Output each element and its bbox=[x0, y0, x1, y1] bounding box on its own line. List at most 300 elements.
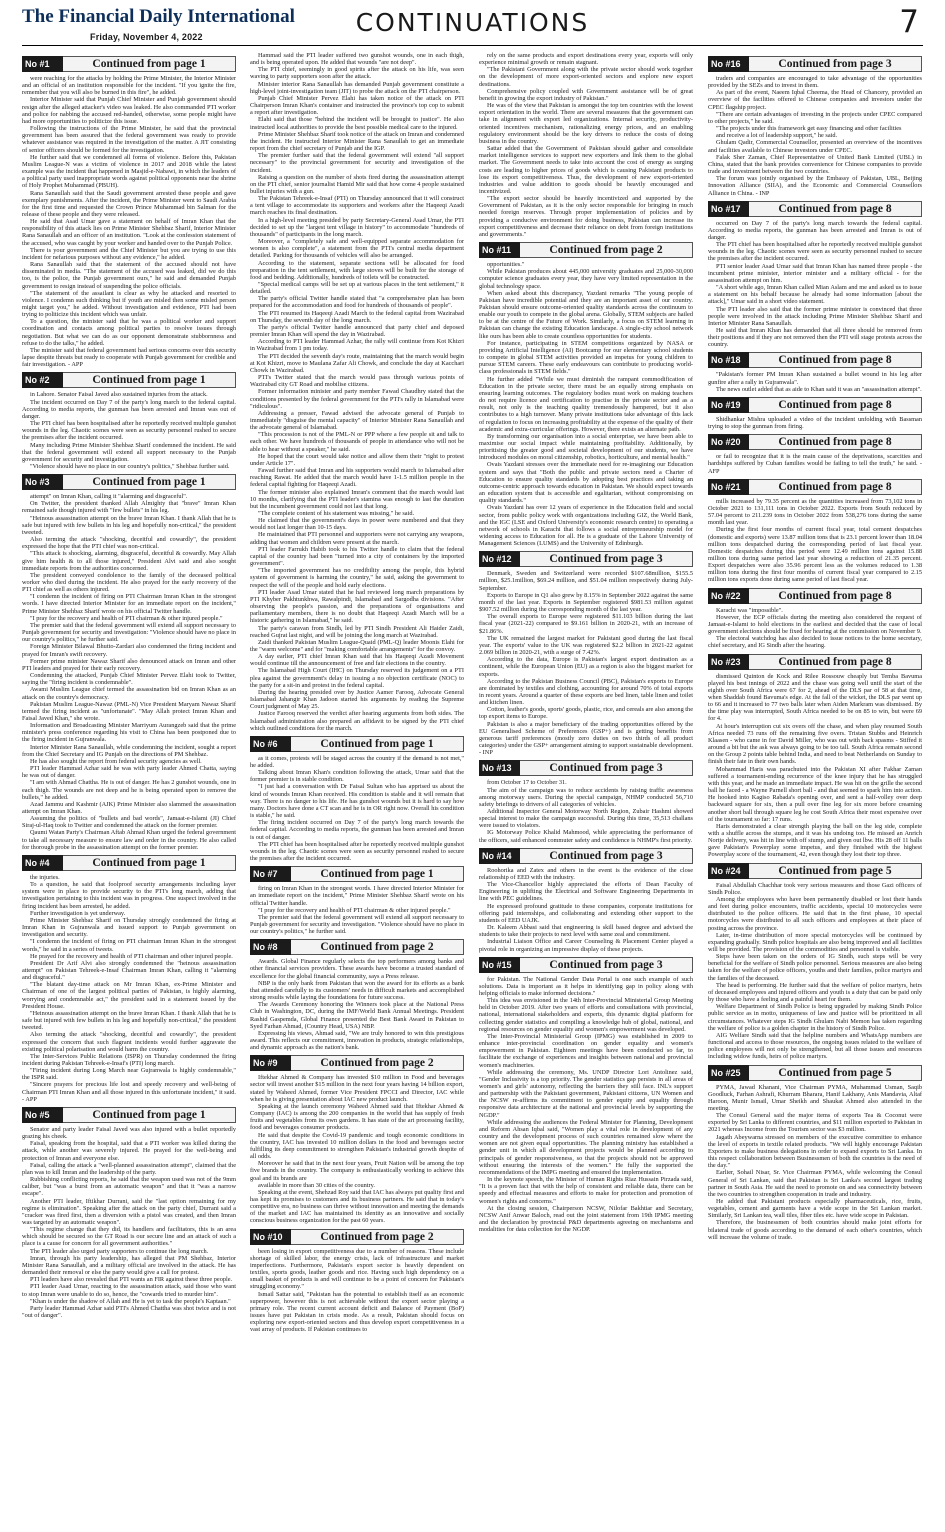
article-paragraph: Interior Minister Rana Sanaullah, while condemning the incident, sought a report from the Chief Secretary and IG Punjab on the directions of PM Shehbaz. bbox=[22, 743, 236, 758]
article-paragraph: "The Pakistani Government along with the private sector should work together on the development of more export-oriented sectors and explore new export destinations. bbox=[479, 66, 693, 88]
article-paragraph: When asked about this discrepancy, Yazdani remarks "The young people of Pakistan have incredible potential and they are an important asset of our country. Pakistan should ensure outcome-oriented quality standards across the continuum to enable our youth to compete in the global arena. Globally, STEM subjects are hailed to be at the centre of the Future of Work. Similarly, a focus on STEM learning in Pakistan can change the existing Education landscape. A single-city school network like ours has been able to create countless opportunities for students. bbox=[479, 289, 693, 340]
article-paragraph: The electoral watchdog has also decided to issue notices to the home secretary, chief secretary, and IG Sindh after the hearing. bbox=[708, 635, 922, 650]
article-paragraph: Information and Broadcasting Minister Marriyum Aurangzeb said that the prime minister's press conference regarding his visit to China has been postponed due to the firing incident in Gujranwala. bbox=[22, 722, 236, 744]
article-paragraph: The PTI leader also urged party supporters to continue the long march. bbox=[30, 1247, 209, 1255]
article-number: No #15 bbox=[479, 957, 520, 973]
article-paragraph: The former minister also explained Imran's comment that the march would last 10 months, clarifying that the PTI leader's stamina was enough to last the duration but the incumbent government could not last that long. bbox=[250, 488, 464, 510]
article-paragraph: According to PTI leader Hammad Azhar, the rally will continue from Kot Khizri in Wazirabad from 1 pm today. bbox=[250, 338, 464, 353]
article-paragraph: According to the Pakistan Business Council (PBC), Pakistan's exports to Europe are dominated by textiles and clothing, accounting for around 70% of total exports in recent years. Around a quarter of these exports are bed linen, table linen and toilet and kitchen linen. bbox=[479, 677, 693, 707]
continued-label: Continued from page 8 bbox=[749, 588, 922, 604]
article-heading bbox=[22, 855, 236, 871]
continued-label: Continued from page 1 bbox=[291, 866, 464, 882]
article bbox=[708, 397, 922, 430]
article bbox=[708, 132, 922, 196]
continued-label: Continued from page 3 bbox=[520, 760, 693, 776]
article-paragraph: "The statement of the assailant is clear as why he attacked and resorted to violence. I condemn such thinking but if youth are misled then some misled person might target you," he added. Without investigation and evidence, PTI had been trying to politicize this incident which was unfair. bbox=[22, 289, 236, 319]
article-number: No #1 bbox=[22, 56, 63, 72]
article-body bbox=[250, 52, 464, 732]
article-paragraph: The Islamabad High Court (IHC) on Thursday reserved its judgement on a PTI plea against the government's delay in issuing a no objection certificate (NOC) to the party for a sit-in and protest in the federal capital. bbox=[250, 667, 464, 689]
article-paragraph: Also terming the attack "shocking, deceitful and cowardly", the president expressed the hope that the PTI chief was non-critical. bbox=[22, 536, 236, 551]
article bbox=[22, 372, 236, 470]
article-paragraph: "This procession is not of the PML-N or PPP where a few people sit and talk to each other. We have hundreds of thousands of people in attendance who will not be able to hear without a speaker," he said. bbox=[250, 431, 464, 453]
article-paragraph: Speaking at the launch ceremony Waheed Ahmed said that Iftekhar Ahmed & Company (IAC) is among the 200 companies in the world that has supply of fresh fruits and vegetables from its own gardens. It has state of the art processing facility, food and beverages consumer products. bbox=[250, 1102, 464, 1132]
continued-label: Continued from page 2 bbox=[291, 1055, 464, 1071]
article-number: No #16 bbox=[708, 56, 749, 72]
article-paragraph: He has also sought the report from federal security agencies as well. bbox=[30, 757, 202, 765]
article-paragraph: In a high-level meeting presided by party Secretary-General Asad Umar, the PTI decided to set up the "largest tent village in history" to accommodate "hundreds of thousands" of participants in the long march. bbox=[250, 216, 464, 238]
article-heading bbox=[708, 654, 922, 670]
article-paragraph: dismissed Quinton de Kock and Rilee Rossouw cheaply but Temba Bavuma played his best innings of 2022 and the chase was going well until the start of the eighth over South Africa were 67 for 2, ahead of the DLS par of 58 at that time, when Shaddab found Bavuma's edge. At the fall of the wicket, the DLS par went up to 66 and it increased to 77 two balls later when Aiden Markram was dismissed. By the time play was interrupted, South Africa needed to be on 85 to win, but were 69 for 4. bbox=[708, 672, 922, 723]
article-paragraph: Iftekhar Ahmed & Company has invested $10 million in Food and beverages sector will invest another $15 million in the next four years having 14 billion export, stated by Waheed Ahmed, former Vice President FPCCI and Director, IAC while when he is giving presentation about IAC new product launch. bbox=[250, 1074, 464, 1103]
article-body bbox=[22, 874, 236, 1103]
article-paragraph: Rana Sanaullah said that the statement of the accused should not have disseminated in media. "The statement of the accused was leaked, did we do this too, is the police, the Punjab government ours," he said and demanded Punjab government to resign instead of suspending the police officials. bbox=[22, 261, 236, 290]
article-paragraph: He maintained that PTI personnel and supporters were not carrying any weapons, adding that women and children were present at the march. bbox=[250, 531, 464, 546]
article-paragraph: The PTI decided the seventh day's route, maintaining that the march would begin at Kot Khizri, move to Maulana Zafar Ali Chowk, and conclude the day at Kacchari Chowk in Wazirabad. bbox=[250, 352, 464, 374]
article-paragraph: The Vice-Chancellor highly appreciated the efforts of Dean Faculty of Engineering in uplifting the Electrical and Software Engineering Departments in line with PEC guidelines. bbox=[479, 881, 693, 903]
article-paragraph: Further investigation is yet underway. bbox=[30, 909, 126, 917]
article-paragraph: The premier said that the federal government will extend all support necessary to Punjab government for security and investigation. "Violence should have no place in our country's politics," he further said. bbox=[250, 913, 464, 936]
article-body bbox=[250, 958, 464, 1051]
article-paragraph: According to the data, Europe is Pakistan's largest export destination as a continent, while the European Union (EU) as a region is also the biggest market for exports. bbox=[479, 656, 693, 678]
article-heading bbox=[708, 352, 922, 368]
article-number: No #13 bbox=[479, 760, 520, 776]
article-paragraph: Faisal Abdullah Chachhar took very serious measures and those Gazi officers of Sindh Police. bbox=[708, 881, 922, 896]
article-heading bbox=[708, 588, 922, 604]
article-paragraph: the injuries. bbox=[30, 873, 60, 881]
article-paragraph: Among the employees who have been permanently disabled or lost their hands and feet during police encounters, traffic accidents, special 10 motorcycles were distributed to the police officers. He said that in the first phase, 10 special motorcycles were distributed to all such officers and employees at their place of posting across the province. bbox=[708, 895, 922, 932]
article-heading bbox=[22, 372, 236, 388]
article-paragraph: PTI leader Farrukh Habib took to his Twitter handle to claim that the federal capital of the country had been "turned into a city of containers by the imported government". bbox=[250, 545, 464, 568]
article-body bbox=[708, 1084, 922, 1241]
article-paragraph: Following the instructions of the Prime Minister, he said that the provincial government has been assured that the federal government was ready to provide whatever assistance was required in the investigation of the matter. A JIT consisting of senior officers should be formed for the investigation. bbox=[22, 125, 236, 154]
article-paragraph: There is your government and the Chief Minister but you are trying to use this incident for nefarious purposes without any evidence," he added. bbox=[22, 246, 236, 261]
article-heading bbox=[708, 201, 922, 217]
column-3 bbox=[479, 52, 693, 1526]
article-paragraph: Moreover, a "completely safe and well-equipped separate accommodation for women is also complete", a statement from the PTI's central media department detailed. Parking for thousands of vehicles will also be arranged. bbox=[250, 238, 464, 260]
article-paragraph: President Dr Arif Alvi also strongly condemned the "heinous assassination attempt" on Pakistan Tehreek-e-Insaf Chairman Imran Khan, calling it "alarming and disgraceful." bbox=[22, 959, 236, 982]
article-paragraph: "I just had a conversation with Dr Faisal Sultan who has apprised us about the kind of wounds Imran Khan received. His condition is stable and it will remain that way. There is no danger to his life. He has gunshot wounds but it is hard to say how many. Doctors have done a CT scan and he is in OR right now. Overall his condition is stable," he said. bbox=[250, 783, 464, 820]
article bbox=[250, 939, 464, 1051]
article-number: No #11 bbox=[479, 242, 520, 258]
article-body bbox=[708, 453, 922, 474]
article-paragraph: Denmark, Sweden and Switzerland were recorded $107.68million, $155.5 million, $25.1million, $69.24 million, and $51.04 million respectively during July-September. bbox=[479, 570, 693, 592]
article bbox=[22, 474, 236, 851]
article-number: No #7 bbox=[250, 866, 291, 882]
masthead bbox=[22, 6, 923, 46]
article-paragraph: PTI leader Hammad Azhar said he was with party leader Ahmed Chatta, saying he was out of danger. bbox=[22, 765, 236, 780]
article-paragraph: Imran, through his party leadership, has alleged that PM Shehbaz, Interior Minister Rana Sanaullah, and a military official are involved in the attack. He has demanded their removal or else the party would give a call for protest. bbox=[22, 1254, 236, 1277]
article-heading bbox=[22, 56, 236, 72]
article-paragraph: Foreign Minister Bilawal Bhutto-Zardari also condemned the firing incident and prayed for Imran's swift recovery. bbox=[22, 643, 236, 658]
article-paragraph: The Inter-Provincial Ministerial Group (IPMG) was established in 2009 to enhance inter-provincial coordination on gender equality and women's empowerment in Pakistan. Eighteen meetings have been conducted so far, to facilitate the exchange of experiences and insights between national and provincial women's machineries. bbox=[479, 1032, 693, 1069]
article-paragraph: AIG Welfare Sindh said that the helpline numbers and WhatsApp numbers are functional and access to those resources, the ongoing issues related to the welfare of police employees will not only be strengthened, but all those issues and resources including widow funds, heirs of police martyrs. bbox=[708, 1031, 922, 1061]
article-body bbox=[708, 371, 922, 392]
article-body bbox=[479, 976, 693, 1234]
article-body bbox=[22, 1126, 236, 1319]
article-paragraph: Hammad said the PTI leader suffered two gunshot wounds, one in each thigh, and is being operated upon. He added that wounds "are not deep". bbox=[250, 52, 464, 67]
article-paragraph: At hour's interruption cut six overs off the chase, and when play resumed South Africa needed 73 runs off the remaining five overs. Tristan Stubbs and Heinrich Klaasen - who came in for David Miller, who was out with back spasms - Stiffed it around a bit but the ask was always going to be too tall. South Africa remain second on the Group 2 points table behind India, and need to beat Netherlands on Sunday to finish their fate in their own hands. bbox=[708, 722, 922, 766]
article-paragraph: were reaching for the attacks by holding the Prime Minister, the Interior Minister and an official of an institution responsible for the incident. "If you ignite the fire, remember that you will also be burned in this fire", he added. bbox=[22, 75, 236, 97]
article-paragraph: IG Motorway Police Khalid Mahmood, while appreciating the performance of the officers, said enhanced commuter safety and confidence is NHMP's first priority. bbox=[479, 829, 693, 844]
article-number: No #2 bbox=[22, 372, 63, 388]
article-paragraph: The premier further said that the federal government will extend "all support necessary" to the provincial government for security and investigation of the incident. bbox=[250, 152, 464, 174]
article-paragraph: On Twitter, the president thanked Allah Almighty that "brave" Imran Khan remained safe though injured with "few bullets" in his leg. bbox=[22, 500, 236, 515]
article-paragraph: The UK remained the largest market for Pakistani good during the last fiscal year. The exports' value to the UK was registered $2.2 billion in 2021-22 against 2.069 billion in 2020-21, with a surge of 7.42%. bbox=[479, 634, 693, 657]
article-paragraph: "Firing incident during Long March near Gujranwala is highly condemnable," the ISPR said. bbox=[22, 1067, 236, 1082]
article-paragraph: Assuming the politics of "bullets and bad words", Jamaat-e-Islami (JI) Chief Siraj-ul-Haq took to Twitter and condemned the attack on the former premier. bbox=[22, 815, 236, 830]
newspaper-brand: The Financial Daily International bbox=[22, 6, 295, 27]
article-paragraph: He said that despite the Covid-19 pandemic and tough economic conditions in the country, IAC has invested 10 million dollars in the food and beverages sector fulfilling its deep commitment to strengthen Pakistan's industrial growth despite of all odds. bbox=[250, 1131, 464, 1161]
article-paragraph: According to the statement, separate sections will be allocated for food preparation in the tent settlement, with large stoves will be built for the storage of food and bedding. Additionally, hundreds of toilets will be constructed. bbox=[250, 259, 464, 281]
article-heading bbox=[479, 848, 693, 864]
article-heading bbox=[479, 760, 693, 776]
continued-label: Continued from page 5 bbox=[749, 863, 922, 879]
article-paragraph: "I am with Ahmad Chattha. He is out of danger. He has 2 gunshot wounds, one in each thigh. The wounds are not deep and he is being operated upon to remove the bullets," he added. bbox=[22, 779, 236, 801]
article-heading bbox=[250, 736, 464, 752]
article-body bbox=[708, 220, 922, 349]
article-body bbox=[708, 498, 922, 584]
article-paragraph: Talking about Imran Khan's condition following the attack, Umar said that the former premier is in stable condition. bbox=[250, 769, 464, 784]
article-paragraph: The Consul General said the major items of exports Tea & Coconut were exported by Sri Lanka to different countries, and $11 million exported to Pakistan in 2021 whereas Income from the Tourism sector was $3 million. bbox=[708, 1112, 922, 1134]
article-paragraph: He expressed profound gratitude to these companies, corporate institutions for offering paid internships, and collaborating and extending other support to the students of EED UAJK. bbox=[479, 902, 693, 924]
article bbox=[22, 1107, 236, 1319]
article-paragraph: Falak Sher Zaman, Chief Representative of United Bank Limited (UBL) in China, stated that the bank provides convenience for Chinese companies to provide trade and investment between the two countries. bbox=[708, 153, 922, 176]
article-heading bbox=[708, 1065, 922, 1081]
continued-label: Continued from page 3 bbox=[520, 848, 693, 864]
continued-label: Continued from page 2 bbox=[520, 242, 693, 258]
article-number: No #4 bbox=[22, 855, 63, 871]
article-paragraph: Ismail Sattar said, "Pakistan has the potential to establish itself as an economic superpower, however this is not achievable without the export sector playing a primary role. The recent current account deficit and Balance of Payment (BoP) issues have put Pakistan in crisis mode. As a result, Pakistan should focus on exploring new export-oriented sectors and thus develop export competitiveness in a vast array of products. If Pakistan continues to bbox=[250, 1290, 464, 1334]
article-paragraph: Former prime minister Nawaz Sharif also denounced attack on Imran and other PTI leaders and prayed for their early recovery. bbox=[22, 657, 236, 672]
article-paragraph: Ghulam Qadir, Commercial Counsellor, presented an overview of the incentives and facilities available to Chinese investors under CPEC. bbox=[708, 139, 922, 154]
article-paragraph: Pakistan is also a major beneficiary of the trading opportunities offered by the EU Generalised Scheme of Preferences (GSP+) and is getting benefits from generous tariff preferences (mostly zero duties on two thirds of all product categories) under the GSP+ arrangement aiming to support sustainable development. - INP bbox=[479, 720, 693, 757]
article bbox=[708, 863, 922, 1061]
article-paragraph: "The blatant day-time attack on Mr Imran Khan, ex-Prime Minister and Chairman of one of the largest political parties of Pakistan, is highly alarming, worrying and condemnable act," the president said in a statement issued by the President House. bbox=[22, 981, 236, 1010]
article-paragraph: The firing incident occurred on Day 7 of the party's long march towards the federal capital. According to media reports, the gunman has been arrested and Imran is out of danger. bbox=[250, 819, 464, 841]
article-paragraph: Shidhankar Mishra uploaded a video of the incident unfolding with Bassman trying to stop the gunman from firing. bbox=[708, 415, 922, 431]
article-paragraph: Also terming the attack "shocking, deceitful and cowardly", the president expressed the concern that such flagrant incidents would further aggravate the existing political polarisation and would harm the country. bbox=[22, 1031, 236, 1053]
article-heading bbox=[479, 242, 693, 258]
article-paragraph: He further said that we condemned all forms of violence. Before this, Pakistan Muslim League-N was a victim of violence in 2017 and 2018 while the latest example was the incident that happened in Masjid-e-Nabawi, in which the leaders of a political party used inappropriate words against political opponents near the shrine of Holy Prophet Muhammad (PBUH). bbox=[22, 153, 236, 190]
article-body bbox=[250, 1074, 464, 1224]
continued-label: Continued from page 8 bbox=[749, 201, 922, 217]
article-paragraph: To a question, he said that foolproof security arrangements including layer system were in place to provide security to the PTI's long march, adding that investigation pertaining to this incident was in progress. One suspect involved in the firing incident has been arrested, he added. bbox=[22, 881, 236, 910]
article-paragraph: The head is performing. He further said that the welfare of police martyrs, heirs of deceased employees and injured officers and youth is a duty that can be paid only by those who have a feeling and a painful heart for them. bbox=[708, 981, 922, 1004]
continued-label: Continued from page 8 bbox=[749, 397, 922, 413]
article-paragraph: While addressing the ceremony, Ms. UNDP Director Lori Antolinez said, "Gender Inclusivity is a top priority. The gender statistics gap persists in all areas of women's and girls' autonomy, reflecting the barriers they still face. INL's support and partnership with the Pakistani government, Pakistani citizens, UN Women and the NCSW re-affirms its commitment to gender equity and equality through responsive data architecture at the national and provincial levels by supporting the NGDP." bbox=[479, 1068, 693, 1119]
article-paragraph: "This attack is shocking, alarming, disgraceful, deceitful & cowardly. May Allah give him health & to all those injured," President Alvi said and also sought immediate reports from the authorities concerned. bbox=[22, 550, 236, 572]
continued-label: Continued from page 3 bbox=[520, 957, 693, 973]
article-paragraph: The party's official Twitter handle announced that party chief and deposed premier Imran Khan will spend the day in Wazirabad. bbox=[250, 323, 464, 339]
article-paragraph: Raising a question on the number of shots fired during the assassination attempt on the PTI chief, senior journalist Hamid Mir said that how come 4 people sustained bullet injuries with a gun. bbox=[250, 173, 464, 195]
article-heading bbox=[708, 434, 922, 450]
article-paragraph: Cotton, leather's goods, sports' goods, plastic, rice, and cereals are also among the top export items to Europe. bbox=[479, 706, 693, 721]
article-paragraph: "Heinous assassination attempt on the brave Imran Khan. I thank Allah that he is safe but injured with few bullets in his leg and hopefully non-critical," the president tweeted. bbox=[22, 1009, 236, 1032]
article bbox=[479, 957, 693, 1234]
article-paragraph: Earlier, Sohail Nisar, Sr. Vice Chairman PYMA, while welcoming the Consul General of Sri Lankan, said that Pakistan is Sri Lanka's second largest trading partner in South Asia. He said the need to promote on and sea connectivity between the two countries to strengthen cooperation in trade and industry. bbox=[708, 1169, 922, 1198]
article-body bbox=[708, 75, 922, 132]
article-body bbox=[22, 391, 236, 470]
continued-label: Continued from page 5 bbox=[749, 1065, 922, 1081]
article-paragraph: Many including Prime Minister Shehbaz Sharif condemned the incident. He said that the federal government will extend all support necessary to the Punjab government for security and investigation. bbox=[22, 441, 236, 463]
article-paragraph: or fail to recognize that it is the main cause of the deprivations, scarcities and hardships suffered by Cuban families would be failing to tell the truth," he said. - AFP bbox=[708, 453, 922, 475]
article-number: No #12 bbox=[479, 551, 520, 567]
article-paragraph: The incident occurred on Day 7 of the party's long march to the federal capital. According to media reports, the gunman has been arrested and Imran was out of danger. bbox=[22, 398, 236, 420]
article-heading bbox=[250, 866, 464, 882]
article-paragraph: Mohammad Haris was parachuted into the Pakistan XI after Fakhar Zaman suffered a tournament-ending recurrence of the knee injury that he has struggled with this year, and he made an immediate impact. He was hit on the grille the second ball he faced - a Wayne Parnell short ball - and that seemed to spark him into action. He hooked into Kagiso Rabada's opening over, and sent a half-volley over deep backward square for six, then a pull over fine leg for six more before creaming another short ball through square leg he cost South Africa their most expensive over of the tournament so far: 17 runs. bbox=[708, 765, 922, 823]
article-paragraph: Fawad further said that Imran and his supporters would march to Islamabad after reaching Rawat. He added that the march would have 1-1.5 million people in the federal capital fighting for Haqeeqi Azadi. bbox=[250, 467, 464, 489]
article-body bbox=[708, 416, 922, 430]
article-paragraph: The minister said that federal government had serious concerns over this security lapse despite threats but ready to cooperate with Punjab government for credible and fair investigation. - APP bbox=[22, 346, 236, 369]
article bbox=[708, 479, 922, 584]
continued-label: Continued from page 3 bbox=[520, 551, 693, 567]
article-number: No #21 bbox=[708, 479, 749, 495]
article-paragraph: available in more than 30 cities of the country. bbox=[258, 1181, 375, 1189]
article bbox=[708, 654, 922, 859]
article-heading bbox=[22, 474, 236, 490]
article bbox=[479, 52, 693, 238]
article-heading bbox=[708, 397, 922, 413]
article-paragraph: Pakistan Muslim League-Nawaz (PML-N) Vice President Maryam Nawaz Sharif termed the firing incident as "unfortunate". "May Allah protect Imran Khan and Faisal Javed Khan," she wrote. bbox=[22, 700, 236, 722]
article-paragraph: from October 17 to October 31. bbox=[487, 779, 567, 787]
article-paragraph: in Lahore. Senator Faisal Javed also sustained injuries from the attack. bbox=[30, 391, 208, 399]
article-paragraph: During the first four months of current fiscal year, total cement despatches (domestic and exports) were 13.87 million tons that is 23.1 percent lower than 18.04 million tons despatched during the corresponding period of last fiscal year. Domestic despatches during this period were 12.49 million tons against 15.88 million tons during same period last year showing a reduction of 21.35 percent. Export despatches were also 35.96 percent less as the volumes reduced to 1.38 million tons during the first four months of current fiscal year compared to 2.15 million tons exports done during same period of last fiscal year. bbox=[708, 526, 922, 584]
article-paragraph: While addressing the audiences the Federal Minister for Planning, Development and Reform Ahsan Iqbal said, "Women play a vital role in development of any country and the development process of such countries remained slow where the women are not given equal opportunities. The planning ministry has established a gender unit in which all development projects would be planned according to principals of gender responsiveness, so that the projects should not be approved without ensuring the interests of the women." He fully the supported the recommendations of the IMPG meeting and ensured the implementation. bbox=[479, 1118, 693, 1176]
article-paragraph: and receive a lot of leadership support," he said. bbox=[716, 132, 838, 140]
column-2 bbox=[250, 52, 464, 1526]
article-paragraph: Rana Sanaullah said that the Saudi government arrested these people and gave exemplary punishments. After the incident, the Prime Minister went to Saudi Arabia for the first time and requested the Crown Prince Muhammad bin Salman for the release of these people and they were released. bbox=[22, 189, 236, 218]
article-paragraph: By transforming our organisation into a social enterprise, we have been able to maximise our social impact while maintaining profitability. Additionally, by prioritising the greater good and societal development of our students, we have introduced modules on moral citizenship, robotics, horticulture, and mental health." bbox=[479, 432, 693, 462]
article-heading bbox=[22, 1107, 236, 1123]
article-paragraph: Karachi was "impossible". bbox=[716, 606, 783, 614]
article-body bbox=[708, 132, 922, 196]
article-paragraph: PYMA, Jawad Khanani, Vice Chairman PYMA, Muhammad Usman, Saqib Goodluck, Farhan Ashrafi, Khurram Bharara, Hanif Lakhany, Anis Mandavia, Altaf Haroon, Munir Ismail, Umar Sheikh and Shaukat Ahmed also attended in the meeting. bbox=[708, 1083, 922, 1112]
article-paragraph: The party's caravan from Sindh, led by PTI Sindh President Ali Haider Zaidi, reached Gujrat last night, and will be joining the long march at Wazirabad. bbox=[250, 624, 464, 639]
article-number: No #8 bbox=[250, 939, 291, 955]
article-body bbox=[22, 75, 236, 368]
article-heading bbox=[708, 479, 922, 495]
article-body bbox=[479, 52, 693, 238]
article-paragraph: opportunities." bbox=[487, 261, 525, 269]
article-paragraph: Steps have been taken on the orders of IG Sindh, such steps will be very beneficial for the welfare of Sindh police personnel. Serious measures are also being taken for the welfare of police officers, youths and their families, police martyrs and the families of the deceased. bbox=[708, 953, 922, 982]
article-heading bbox=[250, 1229, 464, 1245]
article bbox=[708, 56, 922, 132]
article-body bbox=[250, 1248, 464, 1334]
article-paragraph: He further added "While we must diminish the rampant commodification of Education in the private sector, there must be an equally strong emphasis on ensuring learning outcomes. The regulatory bodies must work on making teachers do not require licence and certification to practise in the private sector and as a result, not only is the teaching quality tremendously hampered, but it also contributes to a high turnover. Many private institutions take advantage of this lack of regulation to focus on increasing profitability at the expense of the quality of their academic and extra-curricular offerings. However, there exists an alternate path. bbox=[479, 375, 693, 433]
article-number: No #22 bbox=[708, 588, 749, 604]
article-paragraph: "The projects under this framework get easy financing and other facilities bbox=[716, 125, 902, 133]
continued-label: Continued from page 8 bbox=[749, 654, 922, 670]
continued-label: Continued from page 8 bbox=[749, 434, 922, 450]
article-body bbox=[479, 570, 693, 756]
article bbox=[708, 434, 922, 474]
column-4 bbox=[708, 52, 922, 1526]
article-number: No #9 bbox=[250, 1055, 291, 1071]
article-paragraph: The Inter-Services Public Relations (ISPR) on Thursday condemned the firing incident during Pakistan Tehreek-e-Insaf's (PTI) long march. bbox=[22, 1052, 236, 1067]
article-paragraph: "Violence should have no place in our country's politics," Shehbaz further said. bbox=[30, 462, 230, 470]
article-paragraph: "Sincere prayers for precious life lost and speedy recovery and well-being of Chairman PTI Imran Khan and all those injured in this unfortunate incident," it said. - APP bbox=[22, 1081, 236, 1103]
continued-label: Continued from page 8 bbox=[749, 479, 922, 495]
article-number: No #25 bbox=[708, 1065, 749, 1081]
article-paragraph: The PTI chief has been hospitalised after he reportedly received multiple gunshot wounds in the leg. Chaotic scenes were seen as security personnel rushed to secure the premises after the incident occurred. bbox=[250, 840, 464, 863]
article-paragraph: Awards. Global Finance regularly selects the top performers among banks and other financial services providers. These awards have become a trusted standard of excellence for the global financial community, says a Press release. bbox=[250, 958, 464, 980]
article-paragraph: Industrial Liaison Office and Career Counseling & Placement Center played a pivotal role in organizing an impressive display of these projects. bbox=[479, 938, 693, 953]
article-number: No #6 bbox=[250, 736, 291, 752]
article-paragraph: He hoped that the court would take notice and allow them their "right to protest under Article 17". bbox=[250, 452, 464, 467]
article-body bbox=[479, 261, 693, 547]
article-paragraph: for Pakistan. The National Gender Data Portal is one such example of such solutions. Data is important as it helps in identifying gap in policy along with helping officials to make informed decisions." bbox=[479, 975, 693, 997]
article-number: No #14 bbox=[479, 848, 520, 864]
article bbox=[708, 201, 922, 349]
article-paragraph: As part of the event, Naeem Iqbal Cheema, the Head of Chancery, provided an overview of the facilities offered to Chinese companies and investors under the CPEC flagship project. bbox=[708, 89, 922, 111]
article-paragraph: Prime Minister Shehbaz Sharif took notice of the attack on Imran and condemned the incident. He instructed Interior Minister Rana Sanaullah to get an immediate report from the chief secretary of Punjab and the IGP. bbox=[250, 130, 464, 153]
continued-label: Continued from page 1 bbox=[63, 855, 236, 871]
article-paragraph: At the closing session, Chairperson NCSW, Nilofar Bakhtiar and Secretary, NCSW Anif Anwar Baloch, read out the joint statement from 19th IPMG meeting and the declaration by provincial P&D departments agreeing on mechanisms and modalities for data collection for the NGDP. bbox=[479, 1204, 693, 1234]
article-paragraph: Therefore, the businessmen of both countries should make joint efforts for bilateral trade of goods according to the demand of each other's countries, which will increase the volume of trade. bbox=[708, 1219, 922, 1241]
article-number: No #23 bbox=[708, 654, 749, 670]
article-heading bbox=[479, 957, 693, 973]
article-paragraph: Roohorika and Zatex and others in the event is the evidence of the close relationship of EED with the industry. bbox=[479, 866, 693, 881]
article-number: No #19 bbox=[708, 397, 749, 413]
article-paragraph: Expressing his views, Ahmad said, "We are truly honored to win this prestigious award. This reflects our commitment, innovation in products, strategic relationships, and dynamic approach as the nation's bank. bbox=[250, 1029, 464, 1052]
issue-date: Friday, November 4, 2022 bbox=[90, 32, 203, 42]
article bbox=[22, 855, 236, 1103]
article-paragraph: The Awards Ceremony honoring the Winners took place at the National Press Club in Washington, DC, during the IMF/World Bank Annual Meetings. President Rashid Gaspemda, Global Finance presented the Best Bank Award in Pakistan to Syed Farhan Ahmad, (Country Head, USA) NBP. bbox=[250, 1001, 464, 1030]
article-paragraph: PTI leaders have also revealed that PTI wants an FIR against these three people. bbox=[30, 1276, 233, 1284]
article-paragraph: "Special medical camps will be set up at various places in the tent settlement," it detailed. bbox=[250, 281, 464, 296]
article-paragraph: Rubbishing conflicting reports, he said that the weapon used was not of the 9mm caliber, but "was a burst from an automatic weapon" and that it "was a narrow escape". bbox=[22, 1176, 236, 1198]
article-paragraph: This idea was envisioned in the 14th Inter-Provincial Ministerial Group Meeting held in October 2019. After two years of efforts and consultations with provincial, national, international stakeholders and experts, this dynamic digital platform for collecting gender statistics and compiling a knowledge hub of global, national, and regional resources on gender equality and women's empowerment was developed. bbox=[479, 997, 693, 1033]
continued-label: Continued from page 8 bbox=[749, 352, 922, 368]
article-paragraph: Later, in-time distribution of more special motorcycles will be continued by expanding gradually. Sindh police hospitals are also being improved and all facilities will be provided. The provision of the commodities and personnel is visible. bbox=[708, 931, 922, 953]
continued-label: Continued from page 2 bbox=[291, 939, 464, 955]
article-paragraph: Minister interior Rana Sanaullah has demanded Punjab government constitute a high-level joint-investigation team (JIT) to probe the attack on the PTI chairperson. bbox=[250, 80, 464, 95]
article-paragraph: The overall exports to Europe were registered $11.103 billion during the last fiscal year (2021-22) compared to $9.161 billion in 2020-21, with an increase of $21.86%. bbox=[479, 613, 693, 635]
article-paragraph: The Pakistan Tehreek-e-Insaf (PTI) on Thursday announced that it will construct a tent village to accommodate its supporters and workers after the Haqeeqi Azadi march reaches its final destination. bbox=[250, 195, 464, 217]
article-number: No #5 bbox=[22, 1107, 63, 1123]
article-paragraph: Another PTI leader, Iftikhar Durrani, said the "last option remaining for my regime is elimination". Speaking after the attack on the party chief, Durrani said a "cracker was fired first, then a diversion with a pistol was created, and then Imran was targeted by an automatic weapon". bbox=[22, 1197, 236, 1226]
continued-label: Continued from page 1 bbox=[63, 1107, 236, 1123]
article-paragraph: The party's official Twitter handle stated that "a comprehensive plan has been prepared for the accommodation and food for hundreds of thousands of people". bbox=[250, 295, 464, 310]
article-paragraph: "I pray for the recovery and health of PTI chairman & other injured people." bbox=[30, 614, 223, 622]
article-paragraph: PTI's Twitter stated that the march would pass through various points of Wazirabad city GT Road and mobilise citizens. bbox=[250, 374, 464, 389]
article-heading bbox=[250, 1055, 464, 1071]
article-paragraph: "Pakistan's former PM Imran Khan sustained a bullet wound in his leg after gunfire after a rally in Gujranwala". bbox=[708, 371, 922, 386]
article-paragraph: Justice Farooq reserved the verdict after hearing arguments from both sides. The Islamabad administration also prepared an affidavit to be signed by the PTI chief which outlined conditions for the march. bbox=[250, 710, 464, 732]
article-paragraph: Additional Inspector General Motorway North Region, Zubair Hashmi showed special interest to make the campaign successful. During this time, 35,513 challans were issued to violators. bbox=[479, 808, 693, 830]
article-paragraph: Faisal, speaking from the hospital, said that a PTI worker was killed during the attack, while another was severely injured. He prayed for the well-being and protection of Imran and everyone else. bbox=[22, 1140, 236, 1162]
article-paragraph: PTI senior leader Asad Umar said that Imran Khan has named three people - the incumbent prime minister, interior minister and a military official - for the assassination attempt on him. bbox=[708, 262, 922, 284]
article-paragraph: Addressing a presser, Fawad advised the advocate general of Punjab to immediately "disguise the mental capacity" of Interior Minister Rana Sanaullah and the advocate general of Islamabad. bbox=[250, 409, 464, 432]
article-paragraph: "Khan is under the shadow of Allah and He is yet to task the people's Kaptaan." bbox=[30, 1297, 231, 1305]
article-paragraph: During the hearing presided over by Justice Aamer Farooq, Advocate General Islamabad Jahangir Khan Jadoon started his arguments by reading the Supreme Court judgment of May 25. bbox=[250, 688, 464, 711]
article bbox=[479, 760, 693, 843]
article-paragraph: The PTI resumed its Haqeeqi Azadi March to the federal capital from Wazirabad on Thursday, the seventh day of the long march. bbox=[250, 309, 464, 324]
article-paragraph: Former information minister and party member Fawad Chaudhry stated that the conditions presented by the federal government for the PTI's rally in Islamabad were "ridiculous". bbox=[250, 388, 464, 410]
article-paragraph: Party leader Hammad Azhar said PTI's Ahmed Chattha was shot twice and is not "out of danger". bbox=[22, 1304, 236, 1319]
article-body bbox=[708, 882, 922, 1061]
article-body bbox=[479, 779, 693, 843]
article-heading bbox=[708, 56, 922, 72]
continued-label: Continued from page 1 bbox=[63, 56, 236, 72]
article bbox=[479, 551, 693, 756]
article bbox=[250, 736, 464, 862]
article-heading bbox=[250, 939, 464, 955]
article-paragraph: Moreover he said that in the next four years, Fruit Nation will be among the top five brands in the country. The company is enthusiastically working to achieve this goal and its brands are bbox=[250, 1160, 464, 1182]
article-paragraph: Awami Muslim League chief termed the assassination bid on Imran Khan as an attack on the country's democracy. bbox=[22, 686, 236, 701]
section-title: CONTINUATIONS bbox=[355, 8, 590, 37]
page-number: 7 bbox=[899, 4, 919, 40]
article-number: No #24 bbox=[708, 863, 749, 879]
article-paragraph: occurred on Day 7 of the party's long march towards the federal capital. According to media reports, the gunman has been arrested and Imran is out of danger. bbox=[708, 219, 922, 241]
article-paragraph: A day earlier, PTI chief Imran Khan said that his Haqeeqi Azadi Movement would continue till the announcement of free and fair elections in the country. bbox=[250, 653, 464, 668]
article-body bbox=[708, 607, 922, 650]
article-paragraph: He added that Pakistani products especially pharmaceuticals, rice, fruits, vegetables, cement and garments have a wide scope in the Sri Lankan market. Similarly, Sri Lankan tea, wall tiles, fiber tiles etc. have wide scope in Pakistan. bbox=[708, 1198, 922, 1220]
article-paragraph: The news outlet added that as aide to Khan said it was an "assassination attempt". bbox=[716, 385, 922, 393]
article bbox=[250, 866, 464, 935]
article-paragraph: Azad Jammu and Kashmir (AJK) Prime Minister also slammed the assassination attempt on Imran Khan. bbox=[22, 800, 236, 815]
article-body bbox=[250, 755, 464, 862]
article bbox=[22, 56, 236, 368]
article-heading bbox=[479, 551, 693, 567]
article-number: No #10 bbox=[250, 1229, 291, 1245]
article-paragraph: Qaumi Watan Party's Chairman Aftab Ahmad Khan urged the federal government to take all necessary measure to ensure law and order in the country. He also called for thorough probe in the assassination attempt on the former premier. bbox=[22, 829, 236, 851]
article bbox=[708, 1065, 922, 1241]
article-paragraph: "This regime change that they did, its handlers and facilitators, this is an area which should be secured so the GT Road is our secure line and an attack of such a place is a cause for concern for all government authorities." bbox=[22, 1226, 236, 1248]
article-paragraph: firing on Imran Khan in the strongest words. I have directed Interior Minister for an immediate report on the incident," Prime Minister Shehbaz Sharif wrote on his official Twitter handle. bbox=[250, 885, 464, 907]
continued-label: Continued from page 3 bbox=[749, 56, 922, 72]
article-paragraph: PTI leader Asad Umar, reacting to the assassination attack, said those who want to stop Imran were unable to do so, hence, the "cowards tried to murder him". bbox=[22, 1283, 236, 1298]
article-paragraph: Interior Minister said that Punjab Chief Minister and Punjab government should resign after the alleged attacker's video was leaked. He also commanded PTI worker and police for nabbing the accused red-handed, otherwise, some people might have had more opportunities to politicize this issue. bbox=[22, 96, 236, 125]
article-paragraph: He said that Imran Khan has demanded that all three should be removed from their positions and if they are not removed then the PTI will stage protests across the country. bbox=[708, 327, 922, 349]
article-paragraph: Sattar added that the Government of Pakistan should gather and consolidate market intelligence services to support new exporters and link them to the global market. The Government needs to take into account the cost of energy as surging costs are leading to higher prices of goods which is causing Pakistani products to lose its export competitiveness. Thus, the development of new export-oriented industries and value addition to goods should be heavily encouraged and incentivized. bbox=[479, 145, 693, 195]
article-paragraph: traders and companies are encouraged to take advantage of the opportunities provided by the SEZs and to invest in them. bbox=[708, 75, 922, 90]
article-body bbox=[22, 493, 236, 851]
article-paragraph: Senator and party leader Faisal Javed was also injured with a bullet reportedly grazing his cheek. bbox=[22, 1125, 236, 1141]
article-paragraph: Comprehensive policy coupled with Government assistance will be of great benefit in growing the export industry of Pakistan." bbox=[479, 87, 693, 102]
article-number: No #3 bbox=[22, 474, 63, 490]
article bbox=[250, 52, 464, 732]
article-paragraph: "I pray for the recovery and health of PTI chairman & other injured people." bbox=[258, 906, 451, 914]
article bbox=[708, 588, 922, 650]
article bbox=[479, 848, 693, 953]
article bbox=[250, 1229, 464, 1334]
article-paragraph: NBP is the only bank from Pakistan that won the award for its efforts as a bank that attended carefully to its customers' needs in difficult markets and accomplished strong results while laying the foundations for future success. bbox=[250, 979, 464, 1002]
article-paragraph: He prayed for the recovery and health of PTI chairman and other injured people. bbox=[30, 952, 233, 960]
article-paragraph: Punjab Chief Minister Pervez Elahi has taken notice of the attack on PTI Chairperson Imran Khan's container and instructed the province's top cop to submit a report after investigation. bbox=[250, 94, 464, 117]
article-paragraph: For instance, participating in STEM competitions organized by NASA or providing Artificial Intelligence (AI) Bootcamp for our elementary school students to compete in global STEM activities provided an impetus for young children to pursue STEM careers. These early endeavours can contribute to producing world-class professionals in STEM fields." bbox=[479, 339, 693, 376]
article-paragraph: mills increased by 79.35 percent as the quantities increased from 73,102 tons in October 2021 to 131,111 tons in October 2022. Exports from South reduced by 57.04 percent to 211.239 tons in October 2022 from 538,276 tons during the same month last year. bbox=[708, 497, 922, 527]
article-number: No #18 bbox=[708, 352, 749, 368]
column-1 bbox=[22, 52, 236, 1526]
article-paragraph: The PTI chief has been hospitalised after he reportedly received multiple gunshot wounds in the leg. Chaotic scenes were seen as security personnel rushed to secure the premises after the incident occurred. bbox=[708, 241, 922, 263]
article-paragraph: "The export sector should be heavily incentivized and supported by the Government of Pakistan, as it is the only sector responsible for bringing in much needed foreign reserves. Through proper implementation of policies and by providing a conducive environment for doing business, Pakistan can increase its export competitiveness and decrease their reliance on debt from foreign institutions and governments." bbox=[479, 195, 693, 238]
article-body bbox=[250, 885, 464, 935]
article-paragraph: Prime Minister Shehbaz Sharif on Thursday strongly condemned the firing at Imran Khan in Gujranwala and issued support to Punjab government on investigation and security. bbox=[22, 916, 236, 939]
article-paragraph: been losing in export competitiveness due to a number of reasons. These include shortage of skilled labor, the energy crisis, lack of infrastructure and market imperfections. Furthermore, Pakistan's export sector is heavily dependent on textiles, sports goods, leather goods and rice. Having such high dependency on a small basket of products is and will continue to be a point of concern for Pakistan's struggling economy." bbox=[250, 1247, 464, 1291]
article-paragraph: Welfare Department of Sindh Police is being upgraded by making Sindh Police public service as in motto, uniqueness of law and justice will be prioritized in all circumstances. Whatever steps IG Sindh Ghulam Nabi Memon has taken regarding the welfare of police is a golden chapter in the history of Sindh Police. bbox=[708, 1003, 922, 1032]
article-paragraph: In the keynote speech, the Minister of Human Rights Riaz Hussain Pirzada said, "It is a proven fact that with the help of consistent and reliable data, there can be speedy and effectual measures and efforts to make for protection and promotion of women's rights and concerns." bbox=[479, 1176, 693, 1205]
article-paragraph: Ovais Yazdani stresses over the immediate need for re-imagining our Education system and says that "Both the public and private sectors need a Charter of Education to ensure quality standards by adopting best practices and taking an outcome-centric approach towards education in Pakistan. We should expect towards an education system that is accessible and egalitarian, without compromising on quality standards." bbox=[479, 461, 693, 505]
article bbox=[708, 352, 922, 392]
article-paragraph: "A short while ago, Imran Khan called Mian Aslam and me and asked us to issue a statement on his behalf because he already had some information [about the attack]," Umar said in a short video statement. bbox=[708, 284, 922, 306]
article-paragraph: Haris demonstrated a clear strength playing the ball on the leg side, complete with a shuffle across the stumps, and it was his undoing too. He missed an Anrich Nortje delivery, was hit in line with off stump, and given out lbw. His 28 off 11 balls gave Pakistan's Powerplay some impetus, and they finished with the highest Powerplay score of the tournament, 42, even though they lost their top three. bbox=[708, 822, 922, 859]
continued-label: Continued from page 1 bbox=[63, 372, 236, 388]
article-paragraph: "Heinous assassination attempt on the brave Imran Khan. I thank Allah that he is safe but injured with few bullets in his leg and hopefully non-critical," the president tweeted. bbox=[22, 514, 236, 536]
article-paragraph: "I condemn the incident of firing on PTI Chairman Imran Khan in the strongest words. I have directed Interior Minister for an immediate report on the incident," Prime Minister Shehbaz Sharif wrote on his official Twitter handle. bbox=[22, 593, 236, 615]
article-paragraph: He claimed that the government's days in power were numbered and that they would not last longer than 10-15 days. bbox=[250, 517, 464, 532]
article-paragraph: While Pakistan produces about 445,000 university graduates and 25,000-30,000 computer science graduates every year, they have very limited representation in the global technology space. bbox=[479, 268, 693, 290]
